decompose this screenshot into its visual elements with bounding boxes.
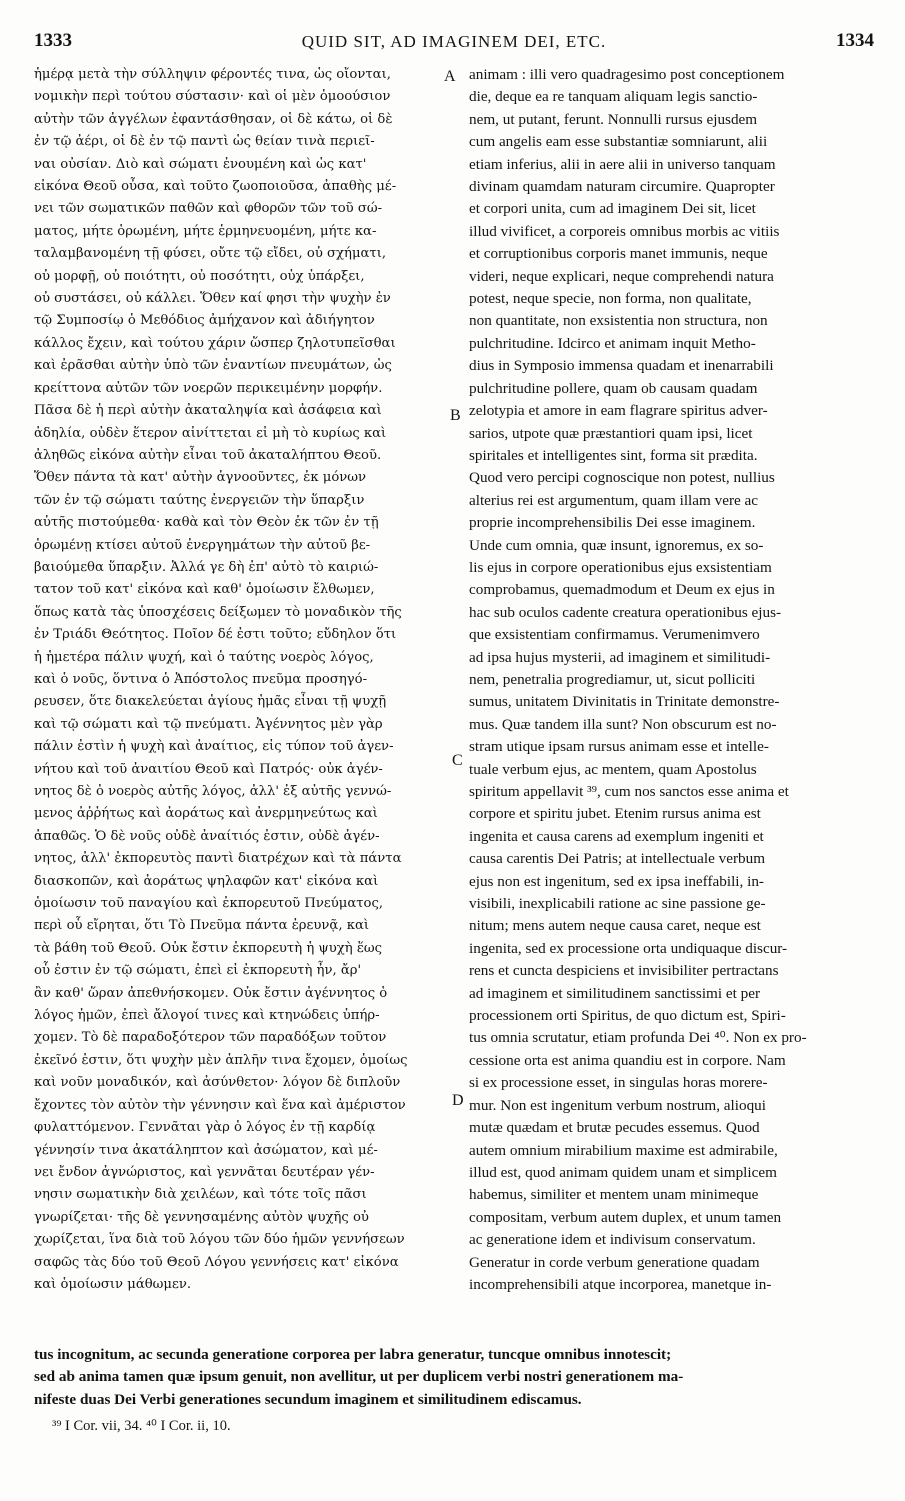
greek-text-line: οὐ μορφῇ, οὐ ποιότητι, οὐ ποσότητι, οὐχ ὑπάρξει, bbox=[34, 268, 365, 284]
page-number-left: 1333 bbox=[34, 30, 72, 51]
greek-text-line: αὐτὴν τῶν ἀγγέλων ἐφαντάσθησαν, οἱ δὲ κάτω, οἱ δὲ bbox=[34, 111, 393, 127]
greek-text-line: νει ἔνδον ἀγνώριστος, καὶ γεννᾶται δευτέραν γέν- bbox=[34, 1164, 375, 1180]
latin-column bbox=[469, 64, 873, 1296]
latin-text-line: ingenita et causa carens ad exemplum ingeniti et bbox=[469, 827, 764, 845]
latin-text-line: et corruptionibus corporis manet immunis, neque bbox=[469, 245, 768, 263]
greek-column bbox=[34, 64, 442, 1296]
greek-text-line: ματος, μήτε ὁρωμένη, μήτε ἑρμηνευομένη, μήτε κα- bbox=[34, 223, 377, 239]
latin-text-line: sarios, utpote quæ præstantiori quam ipsi, licet bbox=[469, 424, 753, 442]
latin-text-line: mur. Non est ingenitum verbum nostrum, alioqui bbox=[469, 1096, 766, 1114]
latin-text-line: visibili, inexplicabili ratione ac sine passione ge- bbox=[469, 895, 766, 913]
greek-text-line: οὗ ἐστιν ἐν τῷ σώματι, ἐπεὶ εἰ ἐκπορευτὴ ἦν, ἄρ' bbox=[34, 963, 362, 979]
greek-text-line: ἡ ἡμετέρα πάλιν ψυχή, καὶ ὁ ταύτης νοερὸς λόγος, bbox=[34, 649, 374, 665]
greek-text-line: καὶ νοῦν μοναδικόν, καὶ ἀσύνθετον· λόγον δὲ διπλοῦν bbox=[34, 1075, 401, 1091]
latin-text-line: animam : illi vero quadragesimo post conceptionem bbox=[469, 66, 785, 83]
greek-text-line: τῶν ἐν τῷ σώματι ταύτης ἐνεργειῶν τὴν ὕπαρξιν bbox=[34, 492, 365, 508]
greek-text-line: ἂν καθ' ὥραν ἀπεθνήσκομεν. Οὐκ ἔστιν ἀγέννητος ὁ bbox=[34, 985, 388, 1001]
greek-text-line: λόγος ἡμῶν, ἐπεὶ ἄλογοί τινες καὶ κτηνώδεις ὑπήρ- bbox=[34, 1008, 380, 1024]
latin-text-line: tuale verbum ejus, ac mentem, quam Apostolus bbox=[469, 760, 757, 778]
latin-text-line: tus omnia scrutatur, etiam profunda Dei ⁴⁰. Non ex pro- bbox=[469, 1029, 807, 1047]
latin-text-line: Quod vero percipi cognoscique non potest, nullius bbox=[469, 469, 775, 487]
greek-text-line: κρείττονα αὐτῶν τῶν νοερῶν περικειμένην μορφήν. bbox=[34, 380, 383, 396]
greek-text-line: φυλαττόμενον. Γεννᾶται γὰρ ὁ λόγος ἐν τῇ καρδίᾳ bbox=[34, 1120, 376, 1136]
page-header bbox=[34, 30, 874, 56]
latin-text-line: ad imaginem et similitudinem sanctissimi et per bbox=[469, 984, 761, 1002]
greek-text-line: νητος, ἀλλ' ἐκπορευτὸς παντὶ διατρέχων καὶ τὰ πάντα bbox=[34, 851, 402, 867]
greek-text-line: ταλαμβανομένη τῇ φύσει, οὔτε τῷ εἴδει, οὐ σχήματι, bbox=[34, 246, 387, 262]
greek-text-line: Ὅθεν πάντα τὰ κατ' αὐτὴν ἀγνοοῦντες, ἐκ μόνων bbox=[34, 470, 367, 486]
greek-text-line: εἰκόνα Θεοῦ οὖσα, καὶ τοῦτο ζωοποιοῦσα, ἀπαθὴς μέ- bbox=[34, 179, 397, 195]
latin-text-line: habemus, similiter et mentem unam minimeque bbox=[469, 1186, 759, 1204]
greek-text-line: περὶ οὗ εἴρηται, ὅτι Τὸ Πνεῦμα πάντα ἐρευνᾷ, καὶ bbox=[34, 918, 370, 934]
latin-text-line: cessione orta est anima quandiu est in corpore. Nam bbox=[469, 1051, 786, 1069]
greek-text-line: ὅπως κατὰ τὰς ὑποσχέσεις δείξωμεν τὸ μοναδικὸν τῆς bbox=[34, 604, 402, 620]
latin-text-line: ejus non est ingenitum, sed ex ipsa ineffabili, in- bbox=[469, 872, 764, 890]
latin-text-line: sumus, unitatem Divinitatis in Trinitate demonstre- bbox=[469, 693, 780, 711]
greek-text-line: πάλιν ἐστὶν ἡ ψυχὴ καὶ ἀναίτιος, εἰς τύπον τοῦ ἀγεν- bbox=[34, 739, 394, 755]
greek-text-line: τὰ βάθη τοῦ Θεοῦ. Οὐκ ἔστιν ἐκπορευτὴ ἡ ψυχὴ ἕως bbox=[34, 940, 383, 956]
margin-marker-b: B bbox=[450, 407, 461, 424]
latin-text-line: comprobamus, quemadmodum et Deum ex ejus in bbox=[469, 581, 775, 599]
latin-text-line: videri, neque explicari, neque comprehendi natura bbox=[469, 267, 774, 285]
latin-text-line: potest, neque specie, non forma, non qualitate, bbox=[469, 290, 752, 308]
latin-text-line: zelotypia et amore in eam flagrare spiritus adver- bbox=[469, 402, 768, 420]
latin-text-line: cum angelis eam esse substantiæ somniarunt, alii bbox=[469, 133, 768, 151]
greek-text-line: ναι οὐσίαν. Διὸ καὶ σώματι ἐνουμένη καὶ ὡς κατ' bbox=[34, 156, 367, 172]
greek-text-line: νησιν σωματικὴν διὰ χειλέων, καὶ τότε τοῖς πᾶσι bbox=[34, 1187, 367, 1203]
latin-text-line: causa carentis Dei Patris; at intellectuale verbum bbox=[469, 850, 766, 868]
greek-text-line: ἐν Τριάδι Θεότητος. Ποῖον δέ ἐστι τοῦτο; εὔδηλον ὅτι bbox=[34, 627, 397, 643]
greek-text-line: ἀπαθῶς. Ὁ δὲ νοῦς οὐδὲ ἀναίτιός ἐστιν, οὐδὲ ἀγέν- bbox=[34, 828, 380, 844]
latin-text-line: Generatur in corde verbum generatione quadam bbox=[469, 1253, 760, 1271]
latin-text-line: autem omnium mirabilium maxime est admirabile, bbox=[469, 1141, 778, 1159]
latin-text-line: spiritum appellavit ³⁹, cum nos sanctos esse anima et bbox=[469, 783, 789, 800]
greek-text-line: ἀδηλία, οὐδὲν ἕτερον αἰνίττεται εἰ μὴ τὸ κυρίως καὶ bbox=[34, 425, 387, 441]
latin-text-line: spiritales et intelligentes sint, forma sit prædita. bbox=[469, 446, 758, 464]
greek-text-line: γέννησίν τινα ἀκατάληπτον καὶ ἀσώματον, καὶ μέ- bbox=[34, 1142, 378, 1158]
latin-text-line: si ex processione esset, in singulas horas morere- bbox=[469, 1074, 768, 1092]
greek-text-line: ἀληθῶς εἰκόνα αὐτὴν εἶναι τοῦ ἀκαταλήπτου Θεοῦ. bbox=[34, 447, 382, 463]
latin-text-line: illud est, quod animam quidem unam et simplicem bbox=[469, 1163, 777, 1181]
running-title: QUID SIT, AD IMAGINEM DEI, ETC. bbox=[301, 32, 607, 51]
greek-text-line: καὶ ὁ νοῦς, ὅντινα ὁ Ἀπόστολος πνεῦμα προσηγό- bbox=[34, 671, 368, 687]
latin-text-line: alterius rei est argumentum, quam illam vere ac bbox=[469, 491, 759, 509]
greek-text-line: χομεν. Τὸ δὲ παραδοξότερον τῶν παραδόξων τοῦτον bbox=[34, 1030, 387, 1046]
greek-text-line: τῷ Συμποσίῳ ὁ Μεθόδιος ἀμήχανον καὶ ἀδιήγητον bbox=[34, 313, 375, 329]
greek-text-line: βαιούμεθα ὕπαρξιν. Ἀλλά γε δὴ ἐπ' αὐτὸ τὸ καιριώ- bbox=[34, 559, 379, 575]
greek-text-line: χωρίζεται, ἵνα διὰ τοῦ λόγου τῶν δύο ἡμῶν γεννήσεων bbox=[34, 1232, 405, 1248]
greek-text-line: νήτου καὶ τοῦ ἀναιτίου Θεοῦ καὶ Πατρός· οὐκ ἀγέν- bbox=[34, 761, 383, 777]
latin-text-line: rens et cuncta despiciens et invisibiliter pertractans bbox=[469, 962, 779, 980]
latin-text-line: mus. Quæ tandem illa sunt? Non obscurum est no- bbox=[469, 715, 777, 733]
latin-text-line: dius in Symposio immensa quadam et inenarrabili bbox=[469, 357, 774, 375]
latin-text-line: processionem orti Spiritus, de quo dictum est, Spiri- bbox=[469, 1007, 786, 1025]
latin-text-line: nem, ut putant, ferunt. Nonnulli rursus ejusdem bbox=[469, 110, 758, 128]
latin-text-line: lis ejus in corpore operationibus ejus exsistentiam bbox=[469, 558, 772, 576]
greek-text-line: οὐ συστάσει, οὐ κάλλει. Ὅθεν καί φησι τὴν ψυχὴν ἐν bbox=[34, 291, 391, 307]
greek-text-line: ὁρωμένῃ κτίσει αὐτοῦ ἐνεργημάτων τὴν αὐτοῦ βε- bbox=[34, 537, 371, 553]
latin-text-line: Unde cum omnia, quæ insunt, ignoremus, ex so- bbox=[469, 536, 764, 554]
greek-text-line: νομικὴν περὶ τούτου σύστασιν· καὶ οἱ μὲν ὁμοούσιον bbox=[34, 89, 391, 105]
latin-text-line: pulchritudine pollere, quam ob causam quadam bbox=[469, 379, 758, 397]
greek-text-line: ἔχοντες τὸν αὐτὸν τὴν γέννησιν καὶ ἕνα καὶ ἀμέριστον bbox=[34, 1097, 406, 1113]
latin-text-line: et corpori unita, cum ad imaginem Dei sit, licet bbox=[469, 200, 756, 218]
bottom-text-line: nifeste duas Dei Verbi generationes secundum imaginem et similitudinem ediscamus. bbox=[34, 1390, 582, 1408]
greek-text-line: ἐκεῖνό ἐστιν, ὅτι ψυχὴν μὲν ἁπλῆν τινα ἔχομεν, ὁμοίως bbox=[34, 1052, 408, 1068]
latin-text-line: ad ipsa hujus mysterii, ad imaginem et similitudi- bbox=[469, 648, 771, 666]
greek-text-line: σαφῶς τὰς δύο τοῦ Θεοῦ Λόγου γεννήσεις κατ' εἰκόνα bbox=[34, 1254, 399, 1270]
latin-text-line: ac generatione idem et indivisum conservatum. bbox=[469, 1231, 756, 1249]
margin-marker-d: D bbox=[452, 1092, 464, 1109]
margin-marker-a: A bbox=[444, 68, 456, 85]
latin-text-line: corpore et spiritu jubet. Etenim rursus anima est bbox=[469, 805, 761, 823]
margin-marker-c: C bbox=[452, 752, 463, 769]
greek-text-line: καὶ ἐρᾶσθαι αὐτὴν ὑπὸ τῶν ἐναντίων πνευμάτων, ὡς bbox=[34, 358, 392, 374]
latin-text-line: nitum; mens autem neque causa caret, neque est bbox=[469, 917, 761, 935]
latin-text-line: stram utique ipsam rursus animam esse et intelle- bbox=[469, 738, 769, 756]
latin-text-line: divinam quamdam naturam circumire. Quapropter bbox=[469, 178, 775, 196]
greek-text-line: ρευσεν, ὅτε διακελεύεται ἁγίους ἡμᾶς εἶναι τῇ ψυχῇ bbox=[34, 694, 387, 710]
latin-text-line: nem, penetralia progrediamur, ut, sicut polliciti bbox=[469, 670, 756, 688]
page-number-right: 1334 bbox=[836, 30, 874, 51]
greek-text-line: μενος ἀῤῥήτως καὶ ἀοράτως καὶ ἀνερμηνεύτως καὶ bbox=[34, 806, 378, 822]
latin-text-line: compositam, verbum autem duplex, et unum tamen bbox=[469, 1208, 782, 1226]
latin-text-line: etiam inferius, alii in aere alii in universo tanquam bbox=[469, 155, 776, 173]
greek-text-line: διασκοπῶν, καὶ ἀοράτως ψηλαφῶν κατ' εἰκόνα καὶ bbox=[34, 873, 379, 889]
latin-text-line: non quantitate, non exsistentia non structura, non bbox=[469, 312, 768, 330]
greek-text-line: αὐτῆς πιστούμεθα· καθὰ καὶ τὸν Θεὸν ἐκ τῶν ἐν τῇ bbox=[34, 515, 379, 531]
latin-text-line: que exsistentiam confirmamus. Verumenimvero bbox=[469, 626, 760, 644]
bottom-text-line: sed ab anima tamen quæ ipsum genuit, non avellitur, ut per duplicem verbi nostri generationem ma- bbox=[34, 1368, 684, 1386]
greek-text-line: ὁμοίωσιν τοῦ παναγίου καὶ ἐκπορευτοῦ Πνεύματος, bbox=[34, 896, 384, 912]
latin-text-line: illud vivificet, a corporeis omnibus morbis ac vitiis bbox=[469, 222, 780, 240]
greek-text-line: καὶ ὁμοίωσιν μάθωμεν. bbox=[34, 1276, 192, 1292]
greek-text-line: τατον τοῦ κατ' εἰκόνα καὶ καθ' ὁμοίωσιν ἔλθωμεν, bbox=[34, 582, 375, 598]
latin-text-line: proprie incomprehensibilis Dei esse imaginem. bbox=[469, 514, 756, 532]
greek-text-line: ἐν τῷ ἀέρι, οἱ δὲ ἐν τῷ παντὶ ὡς θείαν τινὰ περιεῖ- bbox=[34, 134, 375, 150]
greek-text-line: γνωρίζεται· τῆς δὲ γεννησαμένης αὐτὸν ψυχῆς οὐ bbox=[34, 1209, 369, 1225]
latin-text-line: ingenita, sed ex processione orta undiquaque discur- bbox=[469, 939, 788, 957]
latin-text-line: incomprehensibili atque incorporea, manetque in- bbox=[469, 1275, 772, 1293]
greek-text-line: ἡμέρᾳ μετὰ τὴν σύλληψιν φέροντές τινα, ὡς οἴονται, bbox=[34, 67, 391, 82]
greek-text-line: καὶ τῷ σώματι καὶ τῷ πνεύματι. Ἀγέννητος μὲν γὰρ bbox=[34, 716, 383, 732]
greek-text-line: νει τῶν σωματικῶν παθῶν καὶ φθορῶν τῶν τοῦ σώ- bbox=[34, 201, 383, 217]
latin-text-line: pulchritudine. Idcirco et animam inquit Metho- bbox=[469, 334, 756, 352]
greek-text-line: Πᾶσα δὲ ἡ περὶ αὐτὴν ἀκαταληψία καὶ ἀσάφεια καὶ bbox=[34, 403, 382, 419]
latin-text-line: die, deque ea re tanquam aliquam legis sanctio- bbox=[469, 88, 758, 106]
latin-text-line: hac sub oculos cadente creatura operationibus ejus- bbox=[469, 603, 782, 621]
bottom-text-block bbox=[34, 1344, 874, 1411]
latin-text-line: mutæ quædam et brutæ pecudes essemus. Quod bbox=[469, 1119, 760, 1137]
greek-text-line: κάλλος ἔχειν, καὶ τούτου χάριν ὥσπερ ζηλοτυπεῖσθαι bbox=[34, 335, 396, 351]
bottom-text-line: tus incognitum, ac secunda generatione corporea per labra generatur, tuncque omnibus innotescit; bbox=[34, 1346, 672, 1363]
greek-text-line: νητος δὲ ὁ νοερὸς αὐτῆς λόγος, ἀλλ' ἐξ αὐτῆς γεννώ- bbox=[34, 784, 392, 799]
footnote: ³⁹ I Cor. vii, 34. ⁴⁰ I Cor. ii, 10. bbox=[52, 1418, 231, 1434]
